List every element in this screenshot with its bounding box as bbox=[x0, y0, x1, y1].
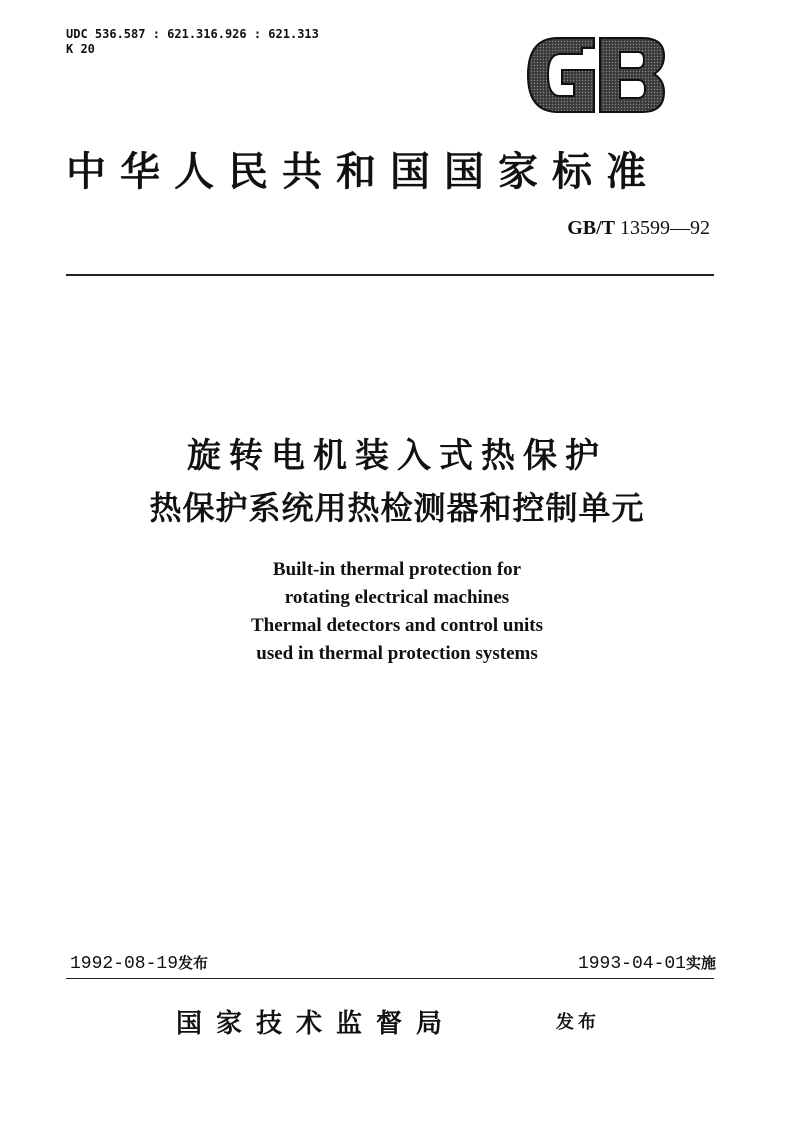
top-divider bbox=[66, 274, 714, 276]
issue-date-label: 发布 bbox=[178, 954, 209, 972]
standard-number bbox=[480, 217, 710, 240]
national-standard-title: 中华人民共和国国家标准 bbox=[66, 148, 660, 195]
gb-logo bbox=[524, 34, 668, 116]
english-title-line: used in thermal protection systems bbox=[256, 643, 538, 664]
implementation-date-label: 实施 bbox=[685, 954, 716, 972]
issue-date bbox=[70, 952, 208, 974]
classification-code: K 20 bbox=[66, 42, 95, 56]
standard-number-value: 13599—92 bbox=[620, 217, 710, 239]
english-title-line: Built-in thermal protection for bbox=[272, 559, 522, 580]
chinese-title-line-1: 旋转电机装入式热保护 bbox=[187, 436, 607, 476]
english-title bbox=[0, 556, 794, 668]
chinese-title-line-2: 热保护系统用热检测器和控制单元 bbox=[149, 489, 645, 527]
bottom-divider bbox=[66, 978, 714, 979]
implementation-date-value: 1993-04-01 bbox=[577, 954, 686, 974]
english-title-line: Thermal detectors and control units bbox=[250, 615, 544, 636]
english-title-line: rotating electrical machines bbox=[284, 587, 510, 608]
udc-code: UDC 536.587 : 621.316.926 : 621.313 bbox=[66, 27, 319, 41]
implementation-date bbox=[470, 952, 716, 974]
publish-label: 发布 bbox=[556, 1012, 600, 1033]
standard-number-prefix: GB/T bbox=[567, 217, 615, 239]
issue-date-value: 1992-08-19 bbox=[70, 954, 179, 974]
publisher-name: 国家技术监督局 bbox=[176, 1009, 457, 1039]
